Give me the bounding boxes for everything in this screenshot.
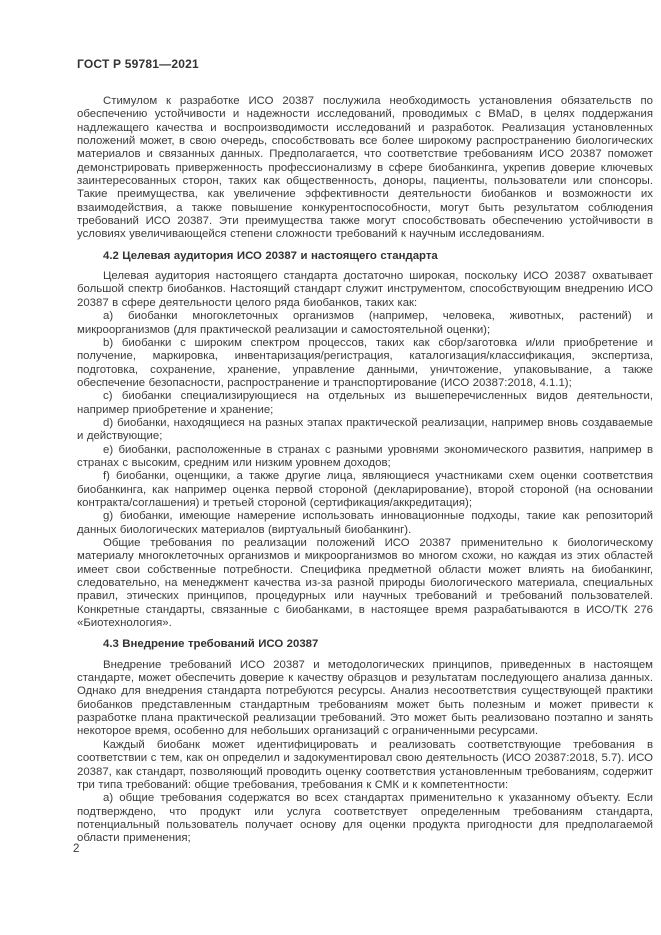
list-item-a: a) биобанки многоклеточных организмов (например, человека, животных, растений) и микроорганизмов (для практической реализации и самостоятельной оценки); xyxy=(77,310,653,336)
list-item-e: e) биобанки, расположенные в странах с разными уровнями экономического развития, например в странах с высоким, средним или низким уровнем доходов; xyxy=(77,443,653,469)
body-paragraph: Стимулом к разработке ИСО 20387 послужила необходимость установления обязательств по обеспечению устойчивости и надежности исследований, проводимых с BMaD, в целях поддержания надлежащего качества и воспроизводимости исследований и разработок. Реализация установленных положений может, в свою очередь, способствовать все более широкому распространению биологических материалов и связанных данных. Предполагается, что соответствие требованиям ИСО 20387 поможет демонстрировать приверженность профессионализму в сфере биобанкинга, укрепив доверие ключевых заинтересованных сторон, таких как общественность, доноры, пациенты, пользователи или спонсоры. Такие преимущества, как увеличение эффективности деятельности биобанков и возможности их взаимодействия, а также повышение конкурентоспособности, могут быть результатом соблюдения требований ИСО 20387. Эти преимущества также могут способствовать обеспечению устойчивости в условиях увеличивающейся степени сложности требований к научным исследованиям. xyxy=(77,95,653,241)
list-item-d: d) биобанки, находящиеся на разных этапах практической реализации, например вновь создаваемые и действующие; xyxy=(77,416,653,443)
list-item-b: b) биобанки с широким спектром процессов, таких как сбор/заготовка и/или приобретение и получение, маркировка, инвентаризация/регистрация, каталогизация/классификация, экспертиза, подготовка, сохранение, хранение, управление данными, уничтожение, упаковывание, а также обеспечение безопасности, распространение и транспортирование (ИСО 20387:2018, 4.1.1); xyxy=(77,336,653,389)
body-paragraph: Каждый биобанк может идентифицировать и реализовать соответствующие требования в соответствии с тем, как он определил и задокументировал свою деятельность (ИСО 20387:2018, 5.7). ИСО 20387, как стандарт, позволяющий проводить оценку соответствия установленным требованиям, содержит три типа требований: общие требования, требования к СМК и к компетентности: xyxy=(77,738,653,791)
body-text xyxy=(77,95,653,846)
page-content xyxy=(77,57,653,846)
body-paragraph: Внедрение требований ИСО 20387 и методологических принципов, приведенных в настоящем стандарте, может обеспечить доверие к качеству образцов и результатам последующего анализа данных. Однако для внедрения стандарта потребуются ресурсы. Анализ несоответствия существующей практики биобанков представленным стандартным требованиям может быть полезным и может привести к разработке плана практической реализации требований. Это может быть реализовано поэтапно и занять некоторое время, особенно для небольших организаций с ограниченными ресурсами. xyxy=(77,658,653,738)
list-item-c: c) биобанки специализирующиеся на отдельных из вышеперечисленных видов деятельности, например приобретение и хранение; xyxy=(77,390,653,416)
list-item-g: g) биобанки, имеющие намерение использовать инновационные подходы, такие как репозиторий данных биологических материалов (виртуальный биобанкинг). xyxy=(77,510,653,536)
body-paragraph: Целевая аудитория настоящего стандарта достаточно широкая, поскольку ИСО 20387 охватывает большой спектр биобанков. Настоящий стандарт служит инструментом, способствующим внедрению ИСО 20387 в сфере деятельности целого ряда биобанков, таких как: xyxy=(77,270,653,309)
section-heading-4-3: 4.3 Внедрение требований ИСО 20387 xyxy=(103,638,319,651)
running-header: ГОСТ Р 59781—2021 xyxy=(77,57,199,71)
list-item-a2: a) общие требования содержатся во всех стандартах применительно к указанному объекту. Если подтверждено, что продукт или услуга соответствует определенным требованиям стандарта, потенциальный пользователь получает основу для оценки продукта пригодности для предполагаемой области применения; xyxy=(77,792,653,845)
section-heading-4-2: 4.2 Целевая аудитория ИСО 20387 и настоящего стандарта xyxy=(103,249,438,262)
page-number: 2 xyxy=(73,843,80,855)
body-paragraph: Общие требования по реализации положений ИСО 20387 применительно к биологическому материалу многоклеточных организмов и микроорганизмов во многом схожи, но каждая из этих областей имеет свои собственные потребности. Специфика предметной области может влиять на биобанкинг, следовательно, на менеджмент качества из-за разной природы биологического материала, специальных правил, этических принципов, процедурных или научных требований и требований пользователей. Конкретные стандарты, связанные с биобанками, в настоящее время разрабатываются в ИСО/ТК 276 «Биотехнология». xyxy=(77,537,653,630)
list-item-f: f) биобанки, оценщики, а также другие лица, являющиеся участниками схем оценки соответствия биобанкинга, как например оценка первой стороной (декларирование), второй стороной (на основании контракта/соглашения) и третьей стороной (сертификация/аккредитация); xyxy=(77,470,653,509)
